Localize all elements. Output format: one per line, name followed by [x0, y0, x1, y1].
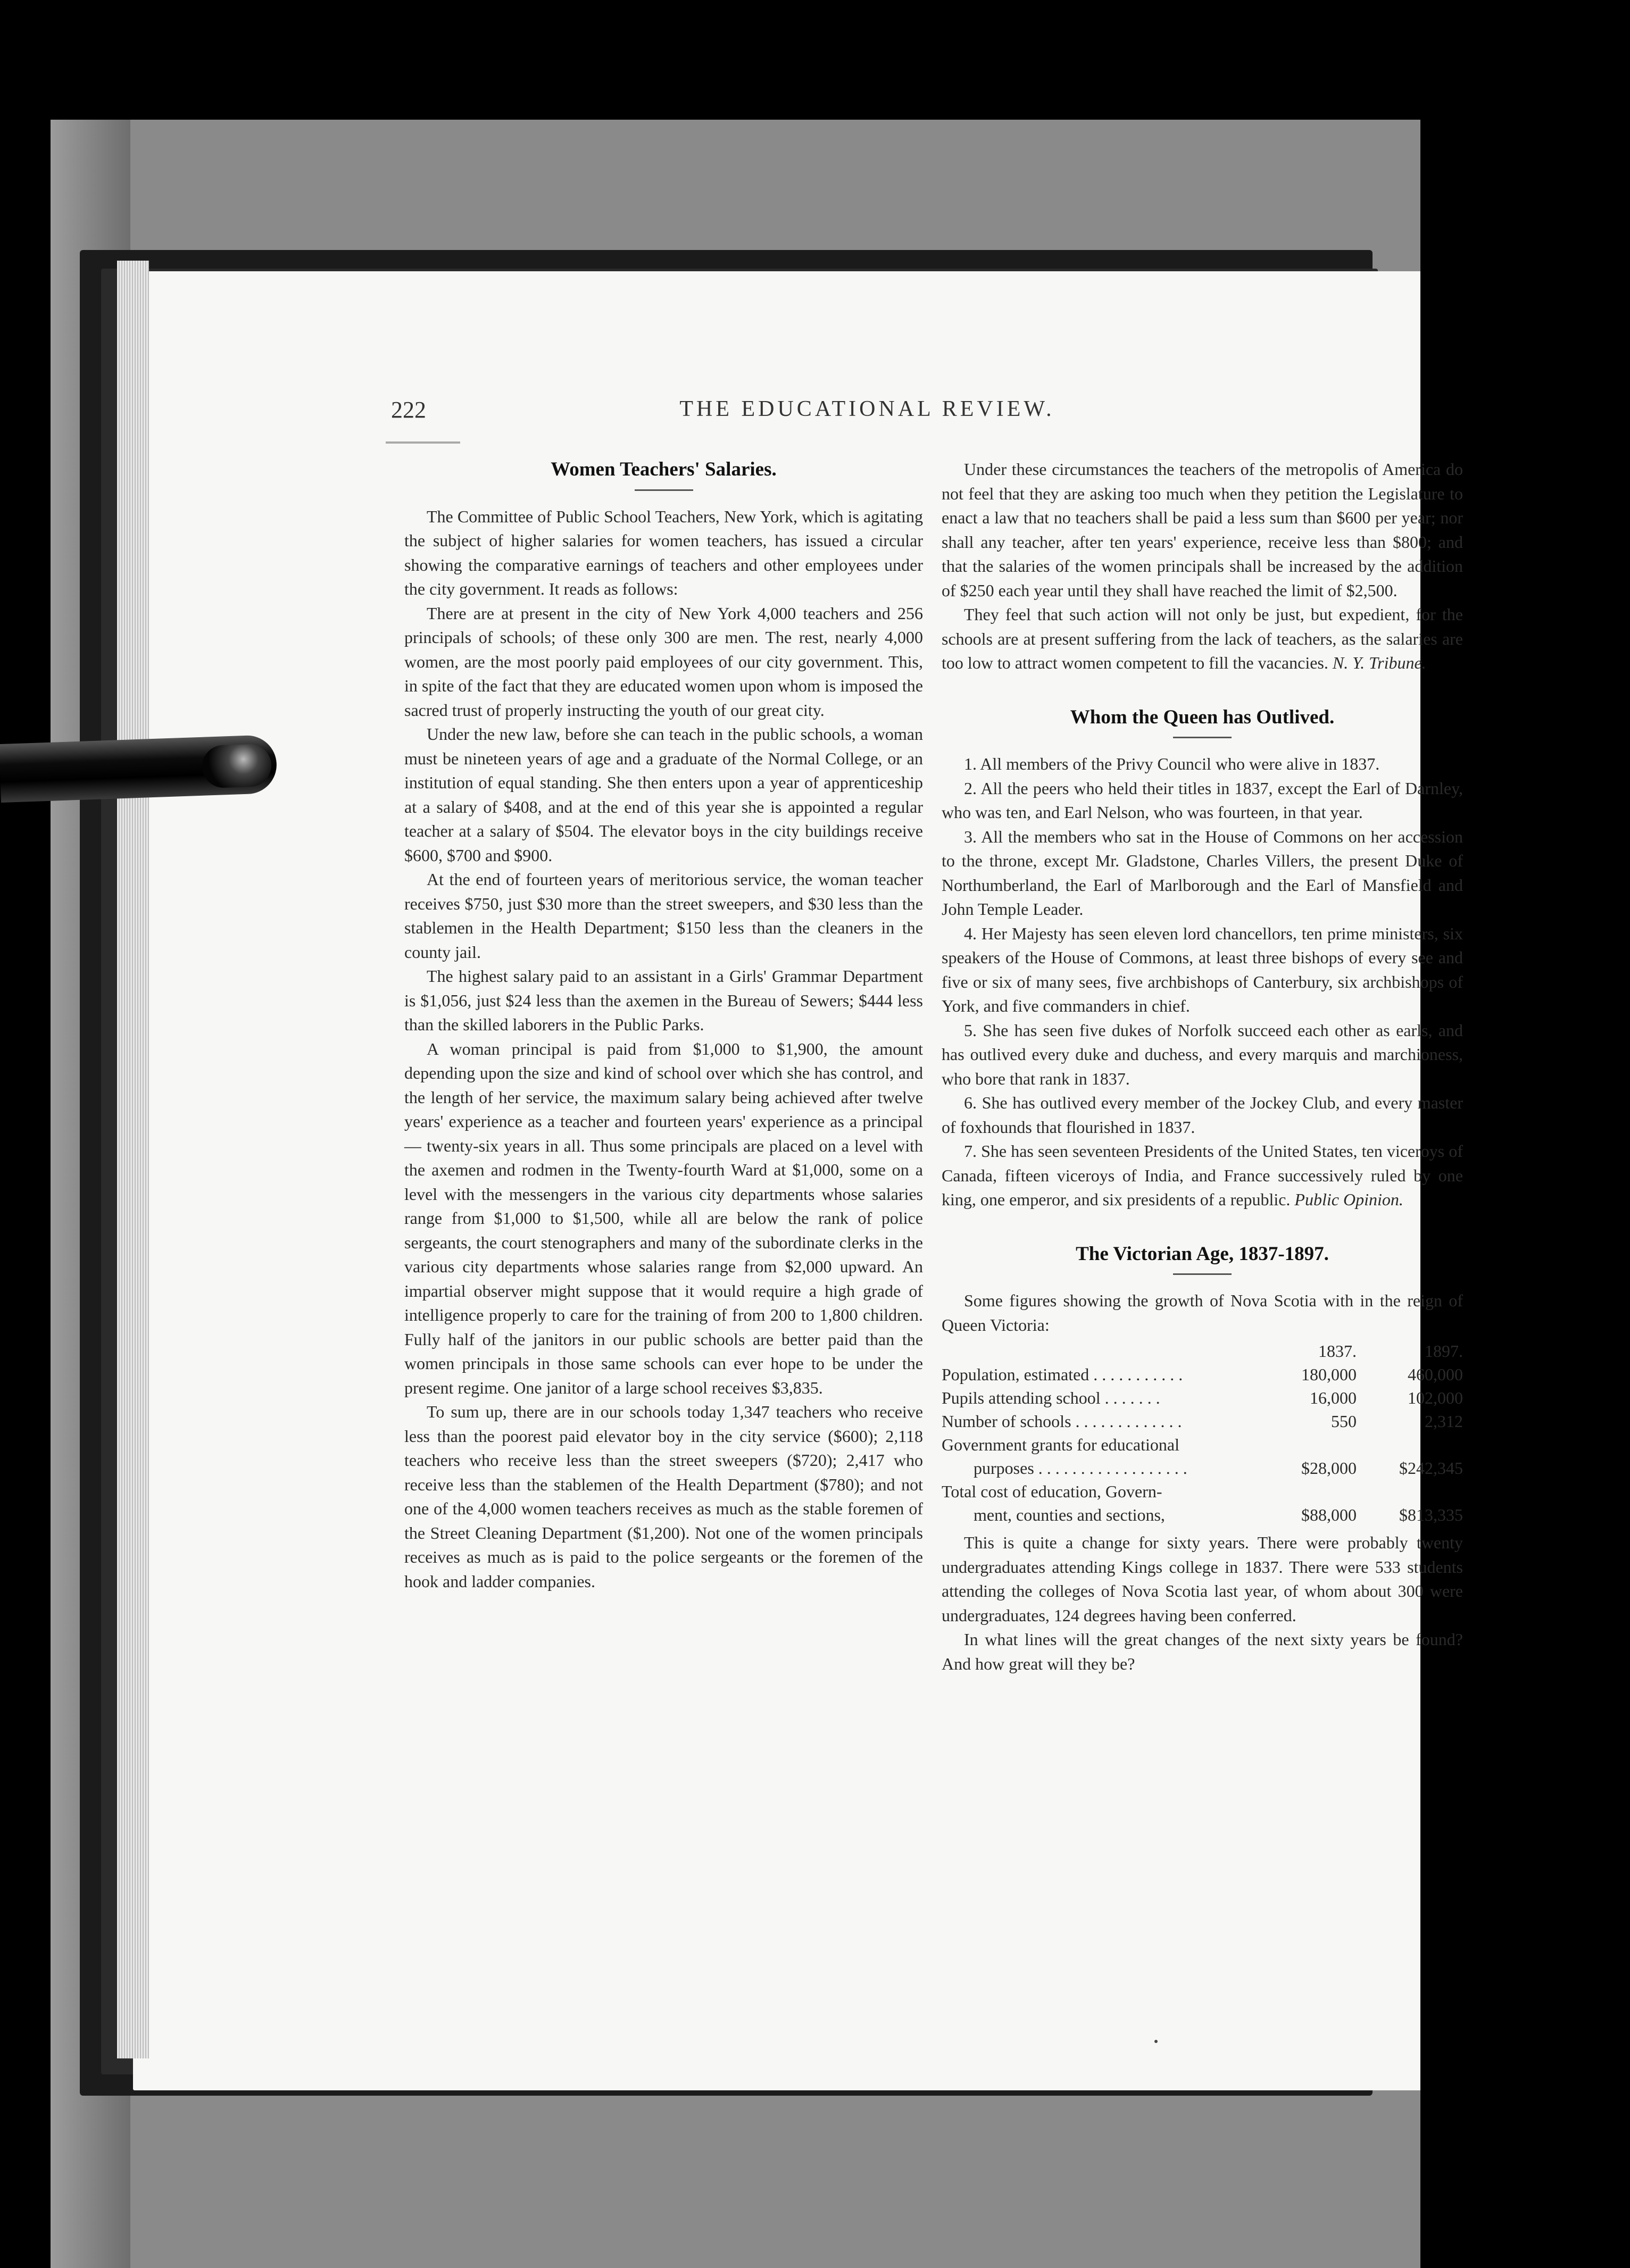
- cell-1897: [1357, 1480, 1463, 1503]
- closing-text: They feel that such action will not only be just, but expedient, for the schools are at present suffering from the lack of teachers, as the salaries are too low to attract women competent to fill the vacancies.: [942, 605, 1463, 672]
- closing-paragraph: [942, 603, 1463, 676]
- list-item: 3. All the members who sat in the House of Commons on her accession to the throne, except Mr. Gladstone, Charles Villers, the present Duke of Northumberland, the Earl of Marlborough and the Earl of Mansfield and John Temple Leader.: [942, 827, 1463, 919]
- article-title-victorian-age: The Victorian Age, 1837-1897.: [1076, 1243, 1329, 1265]
- title-rule: [635, 489, 693, 491]
- row-label: purposes . . . . . . . . . . . . . . . . . .: [974, 1458, 1187, 1478]
- page-smudge: [1154, 2040, 1158, 2043]
- cell-1897: $813,335: [1399, 1505, 1463, 1524]
- paragraph: There are at present in the city of New York 4,000 teachers and 256 principals of schools; of these only 300 are men. The rest, nearly 4,000 women, are the most poorly paid employees of our city government. This, in spite of the fact that they are educated women upon whom is imposed the sacred trust of properly instructing the youth of our great city.: [404, 603, 923, 720]
- list-item: 4. Her Majesty has seen eleven lord chancellors, ten prime ministers, six speakers of the House of Commons, at least three bishops of every see and five or six of many sees, five archbishops of Canterbury, six archbishops of York, and five commanders in chief.: [942, 923, 1463, 1015]
- row-label: Government grants for educational: [942, 1435, 1179, 1454]
- paragraph: To sum up, there are in our schools today 1,347 teachers who receive less than the poorest paid elevator boy in the city service ($600); 2,118 teachers who receive less than the street sweepers ($720); 2,417 who receive less than the stablemen of the Health Department ($780); and not one of the 4,000 women teachers receives as much as the stable foremen of the Street Cleaning Department ($1,200). Not one of the women principals receives as much as is paid to the police sergeants or the foremen of the hook and ladder companies.: [404, 1402, 923, 1591]
- cell-1897: [1357, 1433, 1463, 1456]
- paragraph: Under the new law, before she can teach in the public schools, a woman must be nineteen years of age and a graduate of the Normal College, or an institution of equal standing. She then enters upon a year of apprenticeship at a salary of $408, and at the end of this year she is appointed a regular teacher at a salary of $504. The elevator boys in the city buildings receive $600, $700 and $900.: [404, 724, 923, 865]
- source-credit: N. Y. Tribune.: [1332, 653, 1426, 672]
- cell-1897: 460,000: [1408, 1365, 1463, 1384]
- table-row: [942, 1410, 1463, 1433]
- header-cell: 1837.: [1318, 1341, 1357, 1361]
- paragraph: This is quite a change for sixty years. There were probably twenty undergraduates attending Kings college in 1837. There were 533 students attending the colleges of Nova Scotia last year, of whom about 300 were undergraduates, 124 degrees having been conferred.: [942, 1533, 1463, 1625]
- title-rule: [1173, 737, 1232, 738]
- row-label: Population, estimated . . . . . . . . . . .: [942, 1365, 1183, 1384]
- table-row: [942, 1480, 1463, 1503]
- cell-1837: $28,000: [1301, 1458, 1357, 1478]
- cell-1837: [1250, 1433, 1357, 1456]
- paragraph: At the end of fourteen years of meritorious service, the woman teacher receives $750, just $30 more than the street sweepers, and $30 less than the stablemen in the Health Department; $150 less than the cleaners in the county jail.: [404, 870, 923, 962]
- paragraph: In what lines will the great changes of the next sixty years be found? And how great will they be?: [942, 1630, 1463, 1673]
- paragraph: The Committee of Public School Teachers, New York, which is agitating the subject of higher salaries for women teachers, has issued a circular showing the comparative earnings of teachers and other employees under the city government. It reads as follows:: [404, 506, 923, 598]
- title-rule: [1173, 1273, 1232, 1275]
- cell-1897: 2,312: [1425, 1412, 1463, 1431]
- paragraph: A woman principal is paid from $1,000 to $1,900, the amount depending upon the size and kind of school over which she has control, and the length of her service, the maximum salary being achieved after twelve years' experience as a teacher and fourteen years' experience as a principal — twenty-six years in all. Thus some principals are placed on a level with the axemen and rodmen in the Twenty-fourth Ward at $1,000, some on a level with the messengers in the various city departments whose salaries range from $1,000 to $1,500, while all are below the rank of police sergeants, the court stenographers and many of the subordinate clerks in the various city departments whose salaries range from $2,000 upward. An impartial observer might suppose that it would require a high grade of intelligence properly to care for the training of from 200 to 1,800 children. Fully half of the janitors in our public schools are better paid than the women principals in those same schools can ever hope to be under the present regime. One janitor of a large school receives $3,835.: [404, 1039, 923, 1397]
- spacer: [942, 1212, 1463, 1242]
- pen-cap: [202, 744, 272, 788]
- cell-1837: [1250, 1480, 1357, 1503]
- cell-1837: 180,000: [1301, 1365, 1357, 1384]
- row-label: Pupils attending school . . . . . . .: [942, 1388, 1160, 1407]
- numbered-list: [942, 752, 1463, 1212]
- paragraph: Under these circumstances the teachers of the metropolis of America do not feel that they are asking too much when they petition the Legislature to enact a law that no teachers shall be paid a less sum than $600 per year; nor shall any teacher, after ten years' experience, receive less than $800; and that the salaries of the women principals shall be increased by the addition of $250 each year until they shall have reached the limit of $2,500.: [942, 460, 1463, 600]
- list-item: 2. All the peers who held their titles in 1837, except the Earl of Darnley, who was ten, and Earl Nelson, who was fourteen, in that year.: [942, 778, 1463, 822]
- row-label: Number of schools . . . . . . . . . . . . .: [942, 1412, 1182, 1431]
- right-column: [942, 457, 1463, 1676]
- table-row: [942, 1363, 1463, 1386]
- article-title-queen-outlived: Whom the Queen has Outlived.: [1070, 706, 1335, 728]
- list-item-text: 7. She has seen seventeen Presidents of the United States, ten viceroys of Canada, fifteen viceroys of India, and France successively ruled by one king, one emperor, and six presidents of a republic.: [942, 1141, 1463, 1209]
- source-credit: Public Opinion.: [1294, 1190, 1403, 1209]
- table-row: [942, 1433, 1463, 1456]
- table-row: [942, 1456, 1463, 1480]
- cell-1837: $88,000: [1301, 1505, 1357, 1524]
- paragraph: The highest salary paid to an assistant in a Girls' Grammar Department is $1,056, just $24 less than the axemen in the Bureau of Sewers; $444 less than the skilled laborers in the Public Parks.: [404, 966, 923, 1034]
- list-item: [942, 1139, 1463, 1212]
- article-title-women-salaries: Women Teachers' Salaries.: [551, 458, 777, 480]
- page-number-rule: [386, 441, 460, 444]
- top-shadow: [0, 0, 1630, 120]
- table-header-row: [942, 1339, 1463, 1363]
- left-column: [404, 457, 923, 1594]
- table-row: [942, 1503, 1463, 1527]
- header-cell: [942, 1339, 1250, 1363]
- list-item: 6. She has outlived every member of the Jockey Club, and every master of foxhounds that flourished in 1837.: [942, 1093, 1463, 1137]
- row-label: ment, counties and sections,: [974, 1505, 1165, 1524]
- header-cell: 1897.: [1425, 1341, 1463, 1361]
- cell-1837: 16,000: [1310, 1388, 1357, 1407]
- cell-1897: $242,345: [1399, 1458, 1463, 1478]
- list-item: 5. She has seen five dukes of Norfolk succeed each other as earls, and has outlived every duke and duchess, and every marquis and marchioness, who bore that rank in 1837.: [942, 1020, 1463, 1088]
- spacer: [942, 676, 1463, 705]
- page-number: 222: [391, 397, 426, 423]
- table-row: [942, 1386, 1463, 1410]
- row-label: Total cost of education, Govern-: [942, 1482, 1162, 1501]
- list-item: 1. All members of the Privy Council who were alive in 1837.: [964, 754, 1380, 773]
- page-edges: [117, 261, 149, 2058]
- cell-1837: 550: [1331, 1412, 1357, 1431]
- intro-paragraph: Some figures showing the growth of Nova Scotia with in the reign of Queen Victoria:: [942, 1291, 1463, 1335]
- running-head: THE EDUCATIONAL REVIEW.: [679, 397, 1055, 421]
- cell-1897: 102,000: [1408, 1388, 1463, 1407]
- statistics-table: [942, 1339, 1463, 1527]
